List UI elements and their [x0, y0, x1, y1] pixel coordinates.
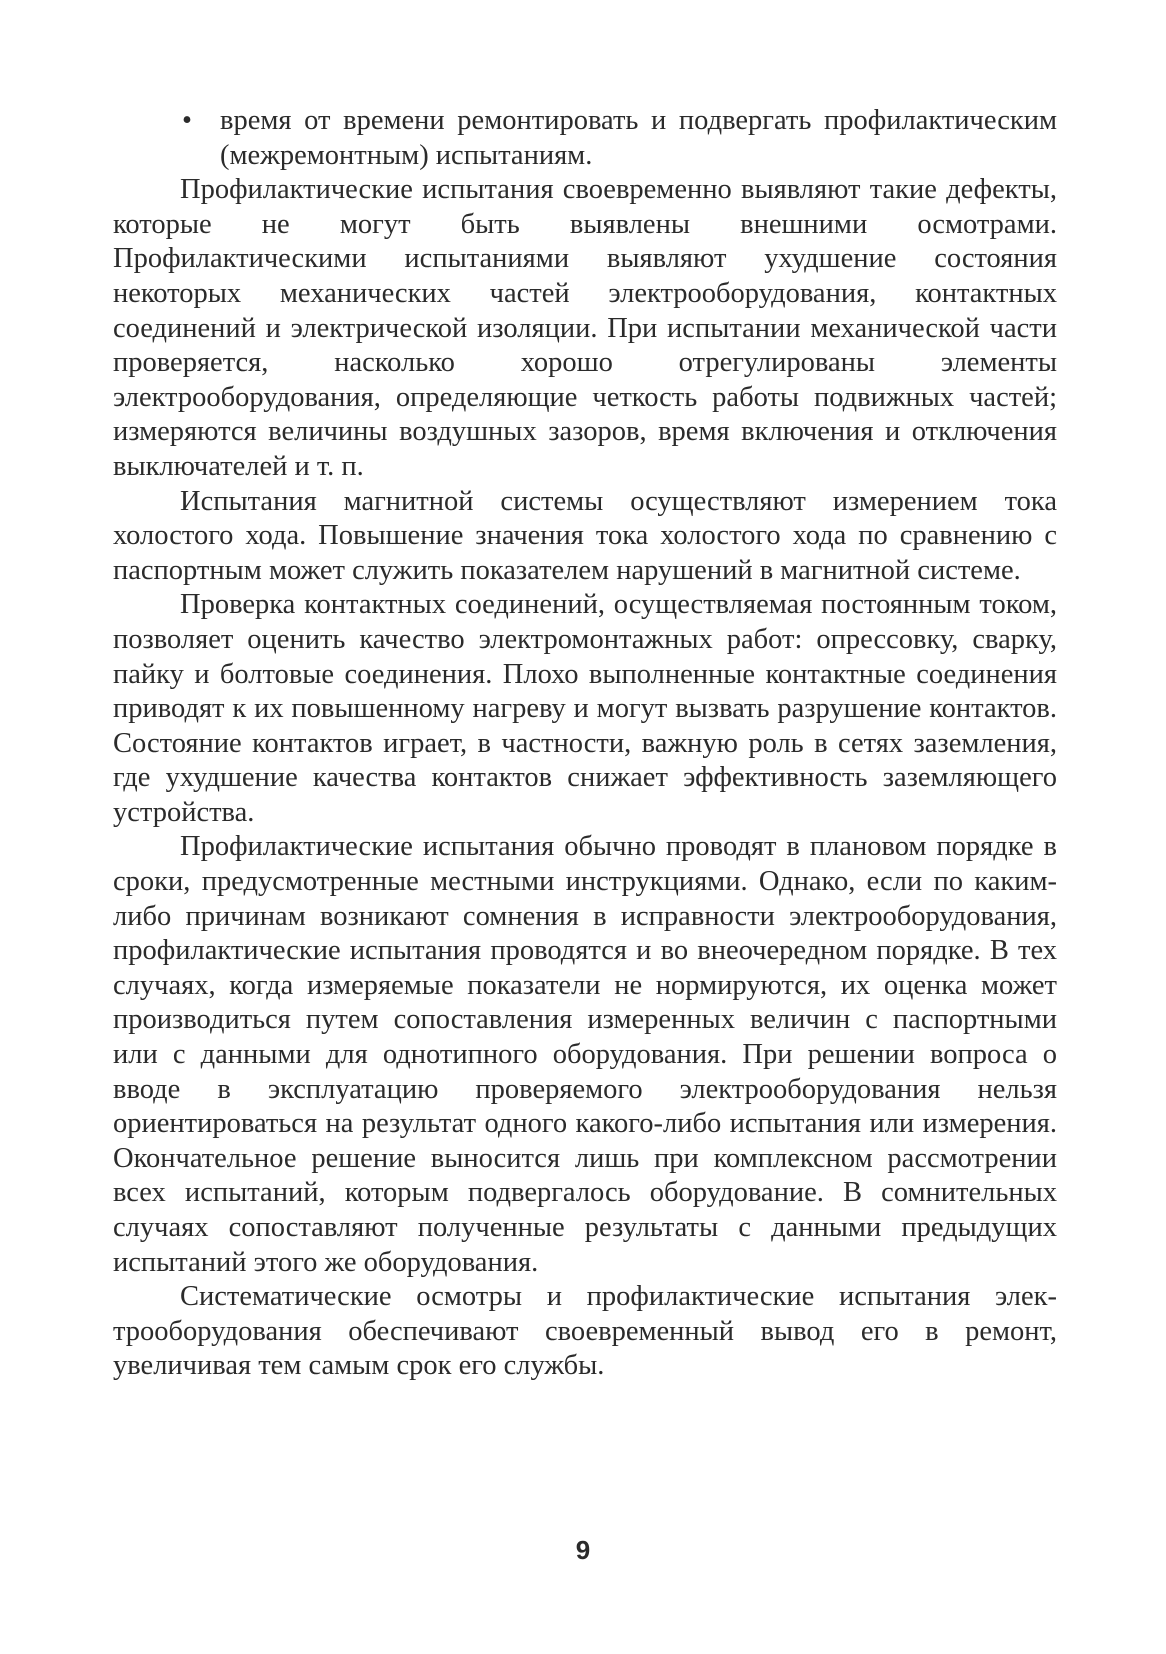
- page-number: 9: [575, 1535, 591, 1565]
- paragraph-magnetic-system: Испытания магнитной системы осуществляют измерением тока холостого хода. Повышение значения тока холостого хода по сравнению с паспортным может служить показателем нарушений в магнитной системе.: [113, 485, 1057, 586]
- bullet-list-item: [113, 104, 1057, 173]
- bullet-text: время от времени ремонтировать и подвергать профилактическим (межремонтным) испытаниям.: [220, 105, 1057, 171]
- paragraph-preventive-tests: Профилактические испытания своевременно выявляют такие дефекты, которые не могут быть выявлены внешними осмотрами. Профилактическими испытаниями выявляют ухудшение состояния некоторых механических частей электрооборудования, контактных соединений и электрической изоляции. При испытании механической части проверяется, насколько хорошо отрегулированы элементы электрооборудования, определяющие четкость работы подвижных частей; измеряются величины воздушных зазоров, время включения и отключения выключателей и т. п.: [113, 174, 1057, 482]
- paragraph-systematic-inspections: Систематические осмотры и профилактические испытания электрооборудования обеспечивают своевременный вывод его в ремонт, увеличивая тем самым срок его службы.: [113, 1281, 1057, 1382]
- paragraph-contact-connections: Проверка контактных соединений, осуществляемая постоянным током, позволяет оценить качество электромонтажных работ: опрессовку, сварку, пайку и болтовые соединения. Плохо выполненные контактные соединения приводят к их повышенному нагреву и могут вызвать разрушение контактов. Состояние контактов играет, в частности, важную роль в сетях заземления, где ухудшение качества контактов снижает эффективность заземляющего устройства.: [113, 589, 1057, 828]
- body-text: [113, 104, 1057, 1384]
- bullet-marker: •: [182, 105, 192, 136]
- paragraph-planned-tests: Профилактические испытания обычно проводят в плановом порядке в сроки, предусмотренные местными инструкциями. Однако, если по каким-либо причинам возникают сомнения в исправности электрооборудования, профилактические испытания проводятся и во внеочередном порядке. В тех случаях, когда измеряемые показатели не нормируются, их оценка может производиться путем сопоставления измеренных величин с паспортными или с данными для однотипного оборудования. При решении вопроса о вводе в эксплуатацию проверяемого электрооборудования нельзя ориентироваться на результат одного какого-либо испытания или измерения. Окончательное решение выносится лишь при комплексном рассмотрении всех испытаний, которым подвергалось оборудование. В сомнительных случаях сопоставляют полученные результаты с данными предыдущих испытаний этого же оборудования.: [113, 831, 1057, 1278]
